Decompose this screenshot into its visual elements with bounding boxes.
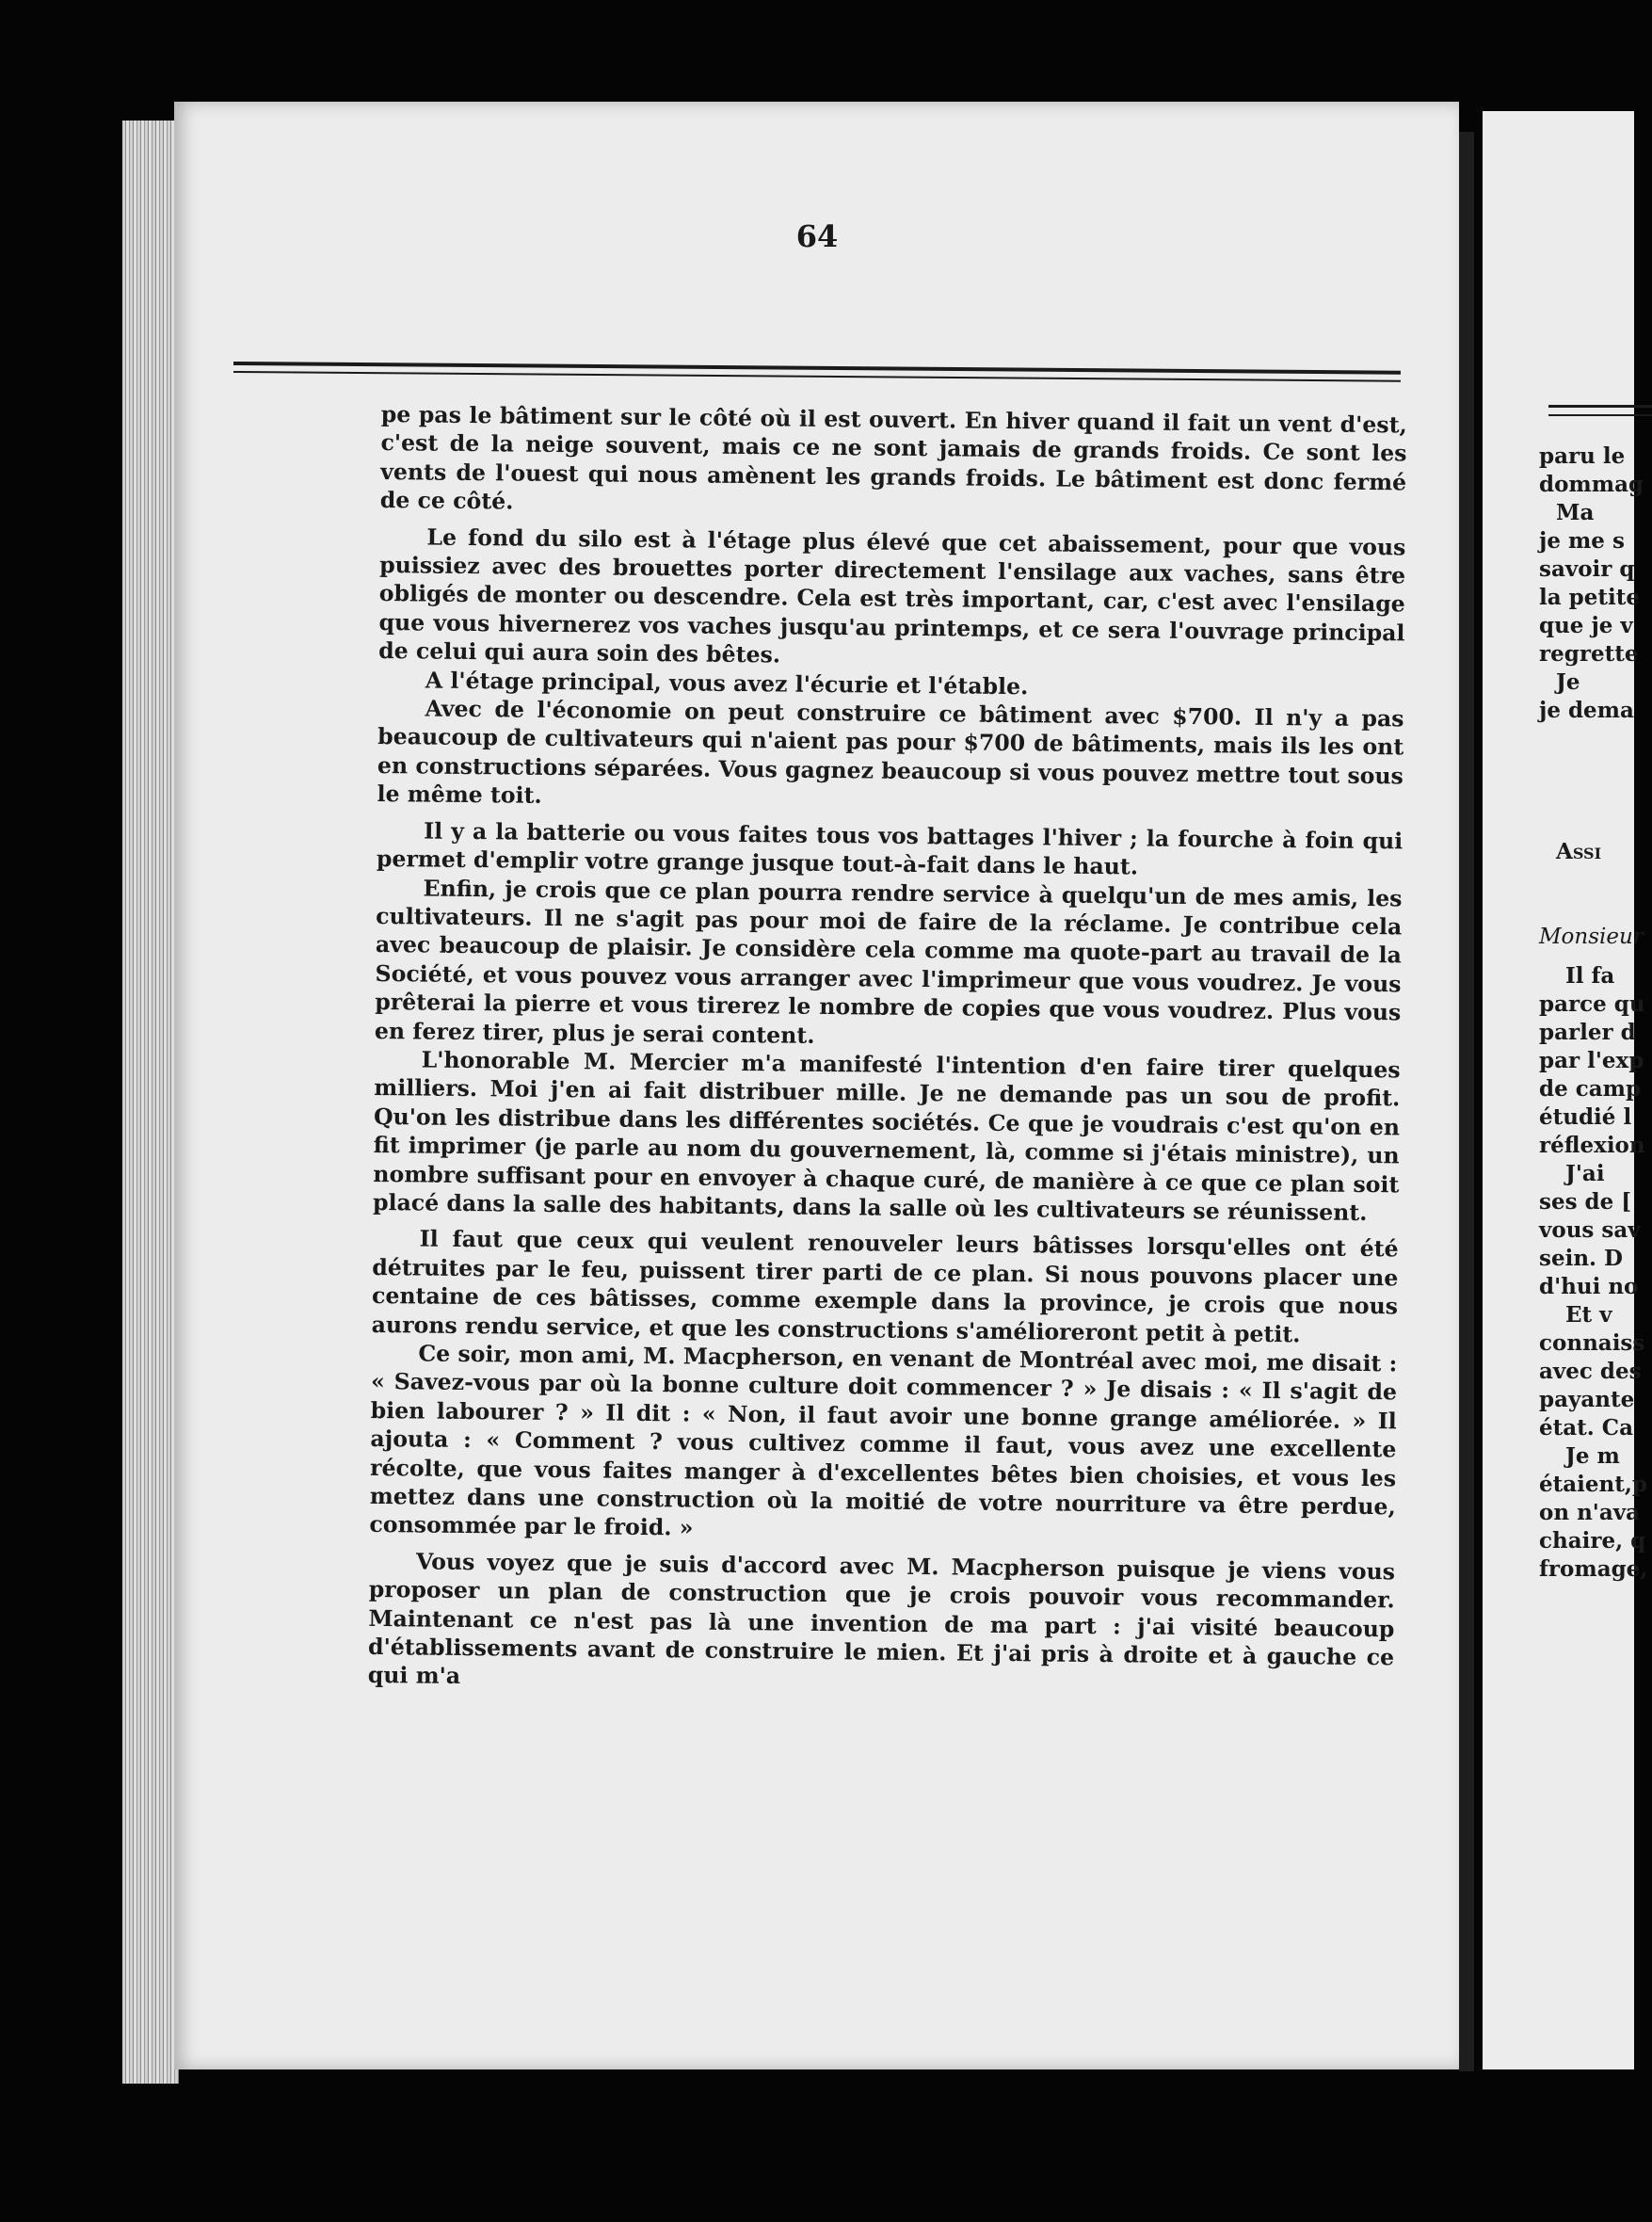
right-line: par l'exp bbox=[1539, 1048, 1644, 1073]
right-page-text bbox=[1539, 443, 1648, 1584]
paragraph: Ce soir, mon ami, M. Macpherson, en venant de Montréal avec moi, me disait : « Savez-vous par où la bonne culture doit commencer ? » Je disais : « Il s'agit de bien labourer ? » Il dit : « Non, il faut avoir une bonne grange améliorée. » Il ajouta : « Comment ? vous cultivez comme il faut, vous avez une excellente récolte, que vous faites manger à d'excellentes bêtes bien choisies, et vous les mettez dans une construction où la moitié de votre nourriture va être perdue, consommée par le froid. » bbox=[369, 1340, 1398, 1541]
right-spacer bbox=[1539, 951, 1634, 962]
right-line: Je m bbox=[1565, 1443, 1620, 1469]
right-line: dommag bbox=[1539, 472, 1644, 497]
right-line: chaire, q bbox=[1539, 1528, 1646, 1554]
right-line: étaient,p bbox=[1539, 1472, 1647, 1497]
right-line: ses de [ bbox=[1539, 1189, 1632, 1215]
right-line: on n'ava bbox=[1539, 1500, 1641, 1525]
right-line: la petite bbox=[1539, 585, 1640, 610]
right-line: Il fa bbox=[1565, 963, 1615, 989]
paragraph: Le fond du silo est à l'étage plus élevé que cet abaissement, pour que vous puissiez avec des brouettes porter directement l'ensilage aux vaches, sans être obligés de monter ou descendre. Cela est très important, car, c'est avec l'ensilage que vous hivernerez vos vaches jusqu'au printemps, et ce sera l'ouvrage principal de celui qui aura soin des bêtes. bbox=[378, 523, 1406, 668]
right-line: vous sav bbox=[1539, 1217, 1641, 1243]
right-line: état. Ca bbox=[1539, 1415, 1634, 1441]
body-text bbox=[368, 400, 1407, 1700]
right-heading: Assi bbox=[1556, 839, 1602, 864]
right-line: Je bbox=[1556, 669, 1580, 695]
paragraph: Enfin, je crois que ce plan pourra rendre service à quelqu'un de mes amis, les cultivateurs. Il ne s'agit pas pour moi de faire de la réclame. Je contribue cela avec beaucoup de plaisir. Je considère cela comme ma quote-part au travail de la Société, et vous pouvez vous arranger avec l'imprimeur que vous voudrez. Je vous prêterai la pierre et vous tirerez le nombre de copies que vous voudrez. Plus vous en ferez tirer, plus je serai content. bbox=[374, 874, 1403, 1049]
right-header-rule-thin bbox=[1548, 414, 1652, 416]
paragraph: Vous voyez que je suis d'accord avec M. Macpherson puisque je viens vous proposer un plan de construction que je crois pouvoir vous recommander. Maintenant ce n'est pas là une invention de ma part : j'ai visité beaucoup d'établissements avant de construire le mien. Et j'ai pris à droite et à gauche ce qui m'a bbox=[367, 1548, 1396, 1690]
paragraph: A l'étage principal, vous avez l'écurie et l'étable. bbox=[425, 667, 1029, 700]
book-spine bbox=[1459, 132, 1474, 2071]
right-line: payante bbox=[1539, 1387, 1635, 1412]
paragraph: Il faut que ceux qui veulent renouveler leurs bâtisses lorsqu'elles ont été détruites par le feu, puissent tirer parti de ce plan. Si nous pouvons placer une centaine de ces bâtisses, comme exemple dans la province, je crois que nous aurons rendu service, et que les constructions s'amélioreront petit à petit. bbox=[371, 1225, 1399, 1347]
right-line: Et v bbox=[1565, 1302, 1612, 1328]
right-line: avec des bbox=[1539, 1359, 1642, 1384]
right-line: J'ai bbox=[1565, 1161, 1605, 1186]
right-line: d'hui no bbox=[1539, 1274, 1639, 1299]
book-page-edges bbox=[122, 121, 179, 2084]
paragraph: Il y a la batterie ou vous faites tous vos battages l'hiver ; la fourche à foin qui permet d'emplir votre grange jusque tout-à-fait dans le haut. bbox=[376, 817, 1403, 880]
right-line: je dema bbox=[1539, 698, 1634, 723]
right-line: paru le bbox=[1539, 443, 1626, 469]
right-line: savoir q bbox=[1539, 556, 1635, 582]
right-line: de camp bbox=[1539, 1076, 1642, 1102]
paragraph: L'honorable M. Mercier m'a manifesté l'intention d'en faire tirer quelques milliers. Moi j'en ai fait distribuer mille. Je ne demande pas un sou de profit. Qu'on les distribue dans les différentes sociétés. Ce que je voudrais c'est qu'on en fit imprimer (je parle au nom du gouvernement, là, comme si j'étais ministre), un nombre suffisant pour en envoyer à chaque curé, de manière à ce que ce plan soit placé dans la salle des habitants, dans la salle où les cultivateurs se réunissent. bbox=[372, 1046, 1401, 1226]
right-line: sein. D bbox=[1539, 1246, 1624, 1271]
right-line: parce qu bbox=[1539, 991, 1645, 1017]
right-line: je me s bbox=[1539, 528, 1625, 554]
right-line: que je v bbox=[1539, 613, 1633, 638]
right-header-rule bbox=[1548, 405, 1652, 408]
paragraph: pe pas le bâtiment sur le côté où il est ouvert. En hiver quand il fait un vent d'est, c'est de la neige souvent, mais ce ne sont jamais de grands froids. Ce sont les vents de l'ouest qui nous amènent les grands froids. Le bâtiment est donc fermé de ce côté. bbox=[379, 400, 1407, 515]
paragraph: Avec de l'économie on peut construire ce bâtiment avec $700. Il n'y a pas beaucoup de cultivateurs qui n'aient pas pour $700 de bâtiments, mais ils les ont en constructions séparées. Vous gagnez beaucoup si vous pouvez mettre tout sous le même toit. bbox=[377, 695, 1404, 810]
right-line: réflexion bbox=[1539, 1133, 1645, 1158]
right-spacer bbox=[1539, 866, 1634, 923]
right-salutation: Monsieur bbox=[1539, 925, 1644, 949]
right-line: connaiss bbox=[1539, 1330, 1645, 1356]
right-line: étudié l bbox=[1539, 1104, 1632, 1130]
right-line: fromage, bbox=[1539, 1556, 1648, 1582]
right-line: Ma bbox=[1556, 500, 1595, 525]
right-spacer bbox=[1539, 725, 1634, 838]
right-line: regrette bbox=[1539, 641, 1639, 667]
right-line: parler d bbox=[1539, 1020, 1636, 1045]
page-number: 64 bbox=[795, 218, 839, 254]
